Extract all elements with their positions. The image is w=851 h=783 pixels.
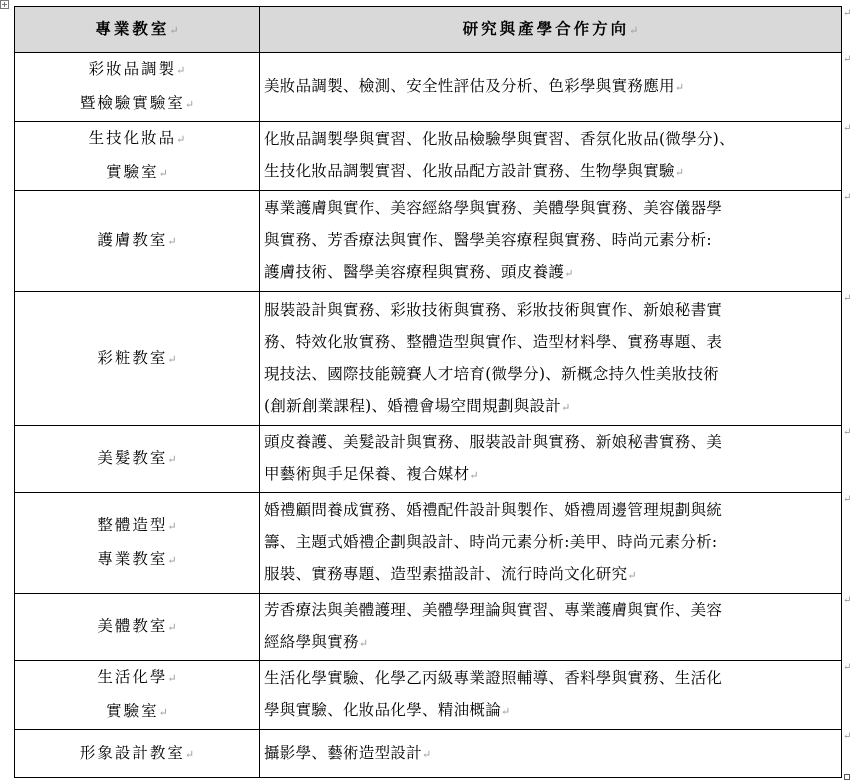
table-row <box>15 191 842 292</box>
paragraph-mark-icon: ↵ <box>422 747 432 761</box>
paragraph-mark-icon: ↵ <box>158 167 168 180</box>
room-column-header: 專業教室↵ <box>15 7 260 53</box>
paragraph-mark-icon: ↵ <box>501 705 511 718</box>
room-name-text: 護膚教室 <box>97 231 168 249</box>
room-name-text: 實驗室 <box>106 702 159 720</box>
room-name-text: 美體教室 <box>97 617 168 635</box>
paragraph-mark-icon: ↵ <box>167 672 177 685</box>
paragraph-mark-icon: ↵ <box>167 621 177 634</box>
direction-text: 經絡學與實務 <box>264 633 359 651</box>
table-resize-handle-icon[interactable] <box>844 774 850 780</box>
room-name-cell[interactable] <box>15 730 260 778</box>
direction-text: 生活化學實驗、化學乙丙級專業證照輔導、香料學與實務、生活化 <box>264 669 723 687</box>
paragraph-mark-icon: ↵ <box>561 400 571 414</box>
table-row <box>15 661 842 730</box>
room-name-text: 形象設計教室 <box>79 743 185 762</box>
direction-text: 與實務、芳香療法與實作、醫學美容療程與實務、時尚元素分析: <box>264 231 712 249</box>
paragraph-mark-icon: ↵ <box>176 133 186 146</box>
direction-cell[interactable] <box>260 594 842 661</box>
direction-text: 芳香療法與美體護理、美體學理論與實習、專業護膚與實作、美容 <box>264 601 723 619</box>
room-name-text: 生活化學 <box>97 668 168 686</box>
row-end-mark-icon: ↵ <box>843 122 851 134</box>
direction-cell[interactable] <box>260 191 842 292</box>
paragraph-mark-icon: ↵ <box>158 706 168 719</box>
direction-text: 婚禮顧問養成實務、婚禮配件設計與製作、婚禮周邊管理規劃與統 <box>264 501 723 519</box>
paragraph-mark-icon: ↵ <box>469 469 479 482</box>
table-row <box>15 426 842 493</box>
direction-text: 頭皮養護、美髮設計與實務、服裝設計與實務、新娘秘書實務、美 <box>264 433 723 451</box>
direction-text: 生技化妝品調製實習、化妝品配方設計實務、生物學與實驗 <box>264 162 675 180</box>
room-name-text: 彩粧教室 <box>97 348 168 367</box>
room-name-cell[interactable] <box>15 661 260 730</box>
row-end-mark-icon: ↵ <box>843 292 851 304</box>
direction-text: 籌、主題式婚禮企劃與設計、時尚元素分析:美甲、時尚元素分析: <box>264 533 718 551</box>
paragraph-mark-icon: ↵ <box>674 166 685 179</box>
room-name-text: 生技化妝品 <box>88 129 177 147</box>
table-header-row <box>15 7 842 53</box>
direction-text: 專業護膚與實作、美容經絡學與實務、美體學與實務、美容儀器學 <box>264 199 723 217</box>
direction-cell[interactable] <box>260 292 842 426</box>
row-end-mark-icon: ↵ <box>843 426 851 438</box>
paragraph-mark-icon: ↵ <box>167 453 177 466</box>
classroom-table <box>14 6 842 778</box>
paragraph-mark-icon: ↵ <box>176 64 186 77</box>
direction-cell[interactable] <box>260 493 842 594</box>
direction-text: 美妝品調製、檢測、安全性評估及分析、色彩學與實務應用 <box>264 77 675 95</box>
room-name-cell[interactable] <box>15 122 260 191</box>
room-name-cell[interactable] <box>15 594 260 661</box>
direction-text: 甲藝術與手足保養、複合媒材 <box>264 465 470 483</box>
room-name-cell[interactable] <box>15 53 260 122</box>
paragraph-mark-icon: ↵ <box>358 637 369 650</box>
room-name-cell[interactable] <box>15 493 260 594</box>
room-name-text: 專業教室 <box>97 550 168 568</box>
paragraph-mark-icon: ↵ <box>167 235 177 248</box>
table-row <box>15 122 842 191</box>
table-move-handle-icon[interactable] <box>0 0 9 9</box>
paragraph-mark-icon: ↵ <box>184 98 195 111</box>
row-end-mark-icon: ↵ <box>843 7 851 19</box>
room-name-text: 美髮教室 <box>97 449 168 467</box>
room-name-text: 暨檢驗實驗室 <box>79 94 185 112</box>
paragraph-mark-icon: ↵ <box>184 747 195 761</box>
direction-text: 學與實驗、化妝品化學、精油概論 <box>264 701 502 719</box>
row-end-mark-icon: ↵ <box>843 730 851 742</box>
direction-column-header: 研究與產學合作方向↵ <box>260 7 842 53</box>
direction-text: 服裝設計與實務、彩妝技術與實務、彩妝技術與實作、新娘秘書實 <box>264 300 723 319</box>
paragraph-mark-icon: ↵ <box>627 569 637 582</box>
row-end-mark-icon: ↵ <box>843 191 851 203</box>
room-name-text: 實驗室 <box>106 163 159 181</box>
direction-cell[interactable] <box>260 53 842 122</box>
row-end-mark-icon: ↵ <box>843 661 851 673</box>
direction-text: 務、特效化妝實務、整體造型與實作、造型材料學、實務專題、表 <box>264 332 723 351</box>
direction-text: 護膚技術、醫學美容療程與實務、頭皮養護 <box>264 263 565 281</box>
paragraph-mark-icon: ↵ <box>674 81 685 94</box>
direction-cell[interactable] <box>260 122 842 191</box>
direction-text: 化妝品調製學與實習、化妝品檢驗學與實習、香氛化妝品(微學分)、 <box>264 130 735 148</box>
row-end-mark-icon: ↵ <box>843 594 851 606</box>
direction-text: 服裝、實務專題、造型素描設計、流行時尚文化研究 <box>264 565 628 583</box>
table-row <box>15 594 842 661</box>
table-row <box>15 53 842 122</box>
row-end-mark-icon: ↵ <box>843 53 851 65</box>
room-name-text: 整體造型 <box>97 516 168 534</box>
room-name-cell[interactable] <box>15 292 260 426</box>
direction-text: (創新創業課程)、婚禮會場空間規劃與設計 <box>264 396 562 415</box>
direction-cell[interactable] <box>260 661 842 730</box>
table-row <box>15 292 842 426</box>
direction-text: 現技法、國際技能競賽人才培育(微學分)、新概念持久性美妝技術 <box>264 364 720 383</box>
paragraph-mark-icon: ↵ <box>167 520 177 533</box>
room-name-cell[interactable] <box>15 426 260 493</box>
paragraph-mark-icon: ↵ <box>564 267 574 280</box>
table-row <box>15 730 842 778</box>
table-row <box>15 493 842 594</box>
room-name-text: 彩妝品調製 <box>88 60 177 78</box>
direction-cell[interactable] <box>260 730 842 778</box>
direction-text: 攝影學、藝術造型設計 <box>264 743 423 762</box>
paragraph-mark-icon: ↵ <box>167 352 177 366</box>
row-end-mark-icon: ↵ <box>843 493 851 505</box>
paragraph-mark-icon: ↵ <box>167 554 177 567</box>
direction-cell[interactable] <box>260 426 842 493</box>
room-name-cell[interactable] <box>15 191 260 292</box>
